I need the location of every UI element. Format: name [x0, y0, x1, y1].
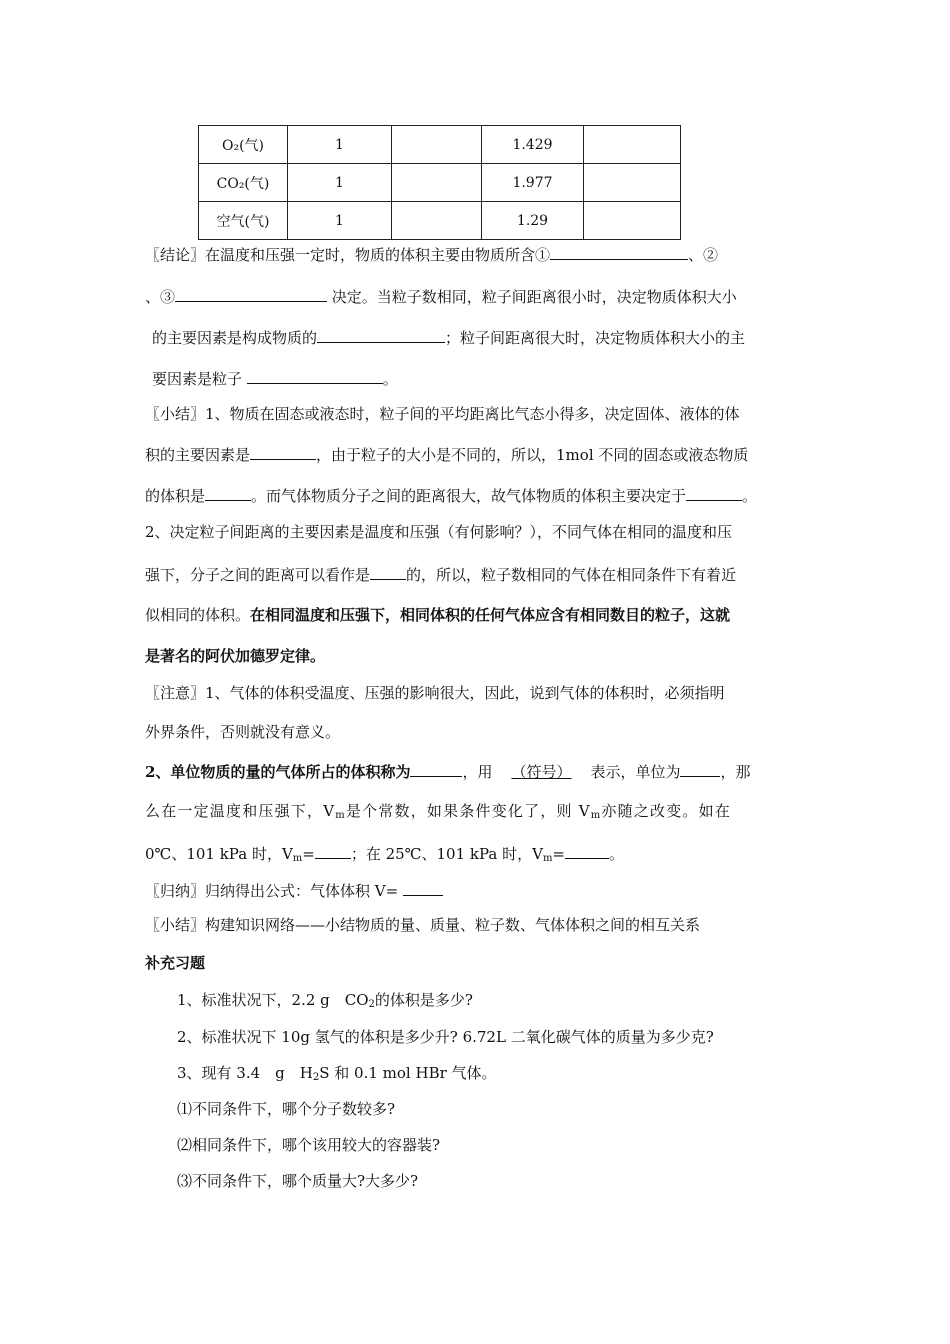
cell-substance: 空气(气) [199, 202, 288, 240]
exercise-3-part-2: ⑵相同条件下，哪个该用较大的容器装? [177, 1136, 441, 1154]
conclusion-line-4: 要因素是粒子 。 [152, 367, 817, 390]
answer-blank[interactable] [247, 367, 383, 384]
answer-blank[interactable] [317, 326, 445, 343]
cell-amount: 1 [288, 126, 392, 164]
answer-blank[interactable] [370, 563, 406, 580]
answer-blank[interactable] [680, 760, 720, 777]
summary-line-3: 的体积是 。而气体物质分子之间的距离很大，故气体物质的体积主要决定于 。 [145, 484, 810, 507]
exercise-3-part-3: ⑶不同条件下，哪个质量大?大多少? [177, 1172, 419, 1190]
exercise-1: 1、标准状况下，2.2 g $CO_2$的体积是多少? [177, 991, 473, 1010]
summary-line-5: 强下，分子之间的距离可以看作是 的，所以，粒子数相同的气体在相同条件下有着近 [145, 563, 810, 586]
note-line-1: 〖注意〗1、气体的体积受温度、压强的影响很大，因此，说到气体的体积时，必须指明 [145, 684, 725, 702]
exercise-3-part-1: ⑴不同条件下，哪个分子数较多? [177, 1100, 396, 1118]
exercise-2: 2、标准状况下 10g 氢气的体积是多少升? 6.72L 二氧化碳气体的质量为多少克? [177, 1028, 714, 1046]
note-line-2: 外界条件，否则就没有意义。 [145, 723, 341, 741]
conclusion-line-2: 、③ 决定。当粒子数相同，粒子间距离很小时，决定物质体积大小 [145, 285, 810, 308]
table-row [199, 164, 681, 202]
conclusion-line-3: 的主要因素是构成物质的 ；粒子间距离很大时，决定物质体积大小的主 [152, 326, 817, 349]
cell-density: 1.977 [482, 164, 584, 202]
table-row [199, 126, 681, 164]
summary-line-1: 〖小结〗1、物质在固态或液态时，粒子间的平均距离比气态小得多，决定固体、液体的体 [145, 405, 740, 423]
cell-density: 1.429 [482, 126, 584, 164]
answer-blank[interactable] [410, 760, 462, 777]
summary-line-2: 积的主要因素是 ，由于粒子的大小是不同的，所以，1mol 不同的固态或液态物质 [145, 443, 810, 466]
exercise-3: 3、现有 3.4 g $H_2S$ 和 0.1 mol HBr 气体。 [177, 1064, 497, 1083]
induction-line: 〖归纳〗归纳得出公式：气体体积 V= [145, 879, 810, 902]
cell-substance: CO₂(气) [199, 164, 288, 202]
answer-blank[interactable] [686, 484, 742, 501]
summary-line-4: 2、决定粒子间距离的主要因素是温度和压强（有何影响？），不同气体在相同的温度和压 [145, 523, 733, 541]
table-row [199, 202, 681, 240]
cell-mass [392, 126, 482, 164]
cell-volume [584, 202, 681, 240]
answer-blank[interactable] [205, 484, 251, 501]
answer-blank[interactable] [565, 842, 609, 859]
answer-blank[interactable] [403, 879, 443, 896]
answer-blank[interactable] [250, 443, 316, 460]
summary-line-6: 似相同的体积。在相同温度和压强下，相同体积的任何气体应含有相同数目的粒子，这就 [145, 606, 731, 624]
exercises-heading: 补充习题 [145, 954, 206, 972]
cell-volume [584, 126, 681, 164]
summary2-line: 〖小结〗构建知识网络——小结物质的量、质量、粒子数、气体体积之间的相互关系 [145, 916, 701, 934]
note-line-3: 2、单位物质的量的气体所占的体积称为 ，用 （符号） 表示，单位为 ，那 [145, 760, 810, 783]
conclusion-line-1: 〖结论〗在温度和压强一定时，物质的体积主要由物质所含① 、② [145, 243, 810, 266]
cell-amount: 1 [288, 202, 392, 240]
note-line-4: 么在一定温度和压强下，$V_m$是个常数，如果条件变化了，则 $V_m$亦随之改变。如在 [145, 802, 732, 821]
cell-amount: 1 [288, 164, 392, 202]
cell-substance: O₂(气) [199, 126, 288, 164]
answer-blank[interactable] [315, 842, 351, 859]
answer-blank[interactable] [550, 243, 688, 260]
cell-mass [392, 202, 482, 240]
cell-volume [584, 164, 681, 202]
summary-line-7: 是著名的阿伏加德罗定律。 [145, 647, 326, 665]
gas-data-table [198, 125, 681, 240]
cell-mass [392, 164, 482, 202]
cell-density: 1.29 [482, 202, 584, 240]
answer-blank[interactable] [175, 285, 327, 302]
note-line-5: 0℃、101 kPa 时，$V_m=$ ；在 25℃、101 kPa 时，$V_m=$ 。 [145, 842, 810, 865]
